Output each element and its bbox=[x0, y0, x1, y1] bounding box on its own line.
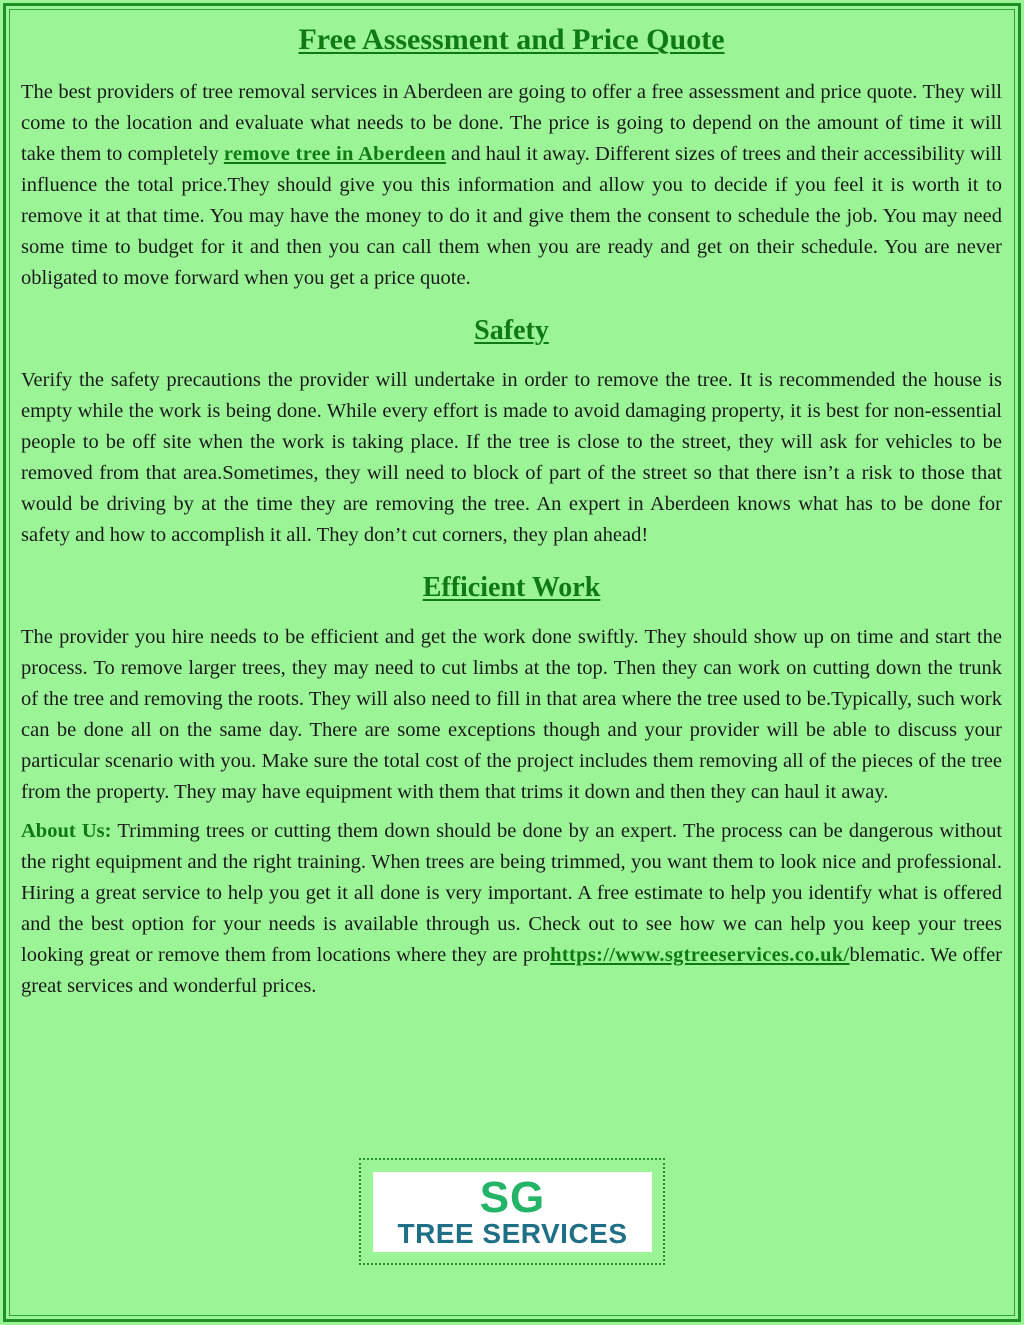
logo-tree-services-text: TREE SERVICES bbox=[397, 1218, 628, 1249]
paragraph-text: Trimming trees or cutting them down should be done by an expert. The process can be dangerous without the right equipment and the right training. When trees are being trimmed, you want them to look nice and professional. Hiring a great service to help you get it all done is very important. A free estimate to help you identify what is offered and the best option for your needs is available through us. Check out to see how we can help you keep your trees looking great or remove them from locations where they are pro bbox=[21, 820, 1003, 966]
website-link[interactable]: https://www.sgtreeservices.co.uk/ bbox=[550, 944, 850, 966]
document-content bbox=[21, 18, 1002, 1019]
paragraph-about-us bbox=[21, 816, 1002, 1002]
paragraph-text: The best providers of tree removal services in Aberdeen are going to offer a free assessment and price quote. They will come to the location and evaluate what needs to be done. The price is going to depend on the amount of time it will take them to completely bbox=[21, 81, 1002, 165]
logo-sg-text: SG bbox=[479, 1173, 546, 1222]
paragraph-free-assessment bbox=[21, 77, 1002, 294]
paragraph-safety: Verify the safety precautions the provider will undertake in order to remove the tree. It is recommended the house is empty while the work is being done. While every effort is made to avoid damaging property, it is best for non-essential people to be off site when the work is taking place. If the tree is close to the street, they will ask for vehicles to be removed from that area.Sometimes, they will need to block of part of the street so that there isn’t a risk to those that would be driving by at the time they are removing the tree. An expert in Aberdeen knows what has to be done for safety and how to accomplish it all. They don’t cut corners, they plan ahead! bbox=[21, 369, 1002, 546]
logo-frame bbox=[359, 1158, 665, 1265]
paragraph-text: and haul it away. Different sizes of trees and their accessibility will influence the total price.They should give you this information and allow you to decide if you feel it is worth it to remove it at that time. You may have the money to do it and give them the consent to schedule the job. You may need some time to budget for it and then you can call them when you are ready and get on their schedule. You are never obligated to move forward when you get a price quote. bbox=[21, 143, 1002, 289]
remove-tree-link[interactable]: remove tree in Aberdeen bbox=[223, 143, 446, 165]
heading-free-assessment: Free Assessment and Price Quote bbox=[298, 23, 725, 56]
sg-tree-services-logo[interactable] bbox=[373, 1172, 652, 1252]
heading-safety: Safety bbox=[474, 315, 549, 346]
paragraph-efficient-work: The provider you hire needs to be efficient and get the work done swiftly. They should show up on time and start the process. To remove larger trees, they may need to cut limbs at the top. Then they can work on cutting down the trunk of the tree and removing the roots. They will also need to fill in that area where the tree used to be.Typically, such work can be done all on the same day. There are some exceptions though and your provider will be able to discuss your particular scenario with you. Make sure the total cost of the project includes them removing all of the pieces of the tree from the property. They may have equipment with them that trims it down and then they can haul it away. bbox=[21, 626, 1002, 803]
paragraph-text: blematic. We offer great services and wonderful prices. bbox=[21, 944, 1002, 997]
heading-efficient-work: Efficient Work bbox=[422, 572, 601, 603]
about-us-label: About Us: bbox=[21, 820, 112, 842]
